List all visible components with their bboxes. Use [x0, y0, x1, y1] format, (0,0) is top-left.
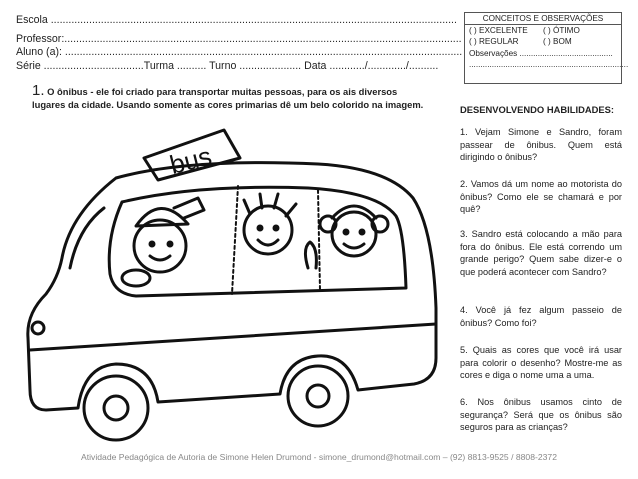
skill-question-1: 1. Vejam Simone e Sandro, foram passear de ônibus. Quem está dirigindo o ônibus?: [460, 127, 622, 163]
footer-credits: Atividade Pedagógica de Autoria de Simone Helen Drumond - simone_drumond@hotmail.com – (92) 8813-9525 / 8808-2372: [81, 452, 557, 462]
bus-coloring-image: [18, 118, 446, 448]
option-regular: ( ) REGULAR: [469, 37, 519, 47]
concepts-title: CONCEITOS E OBSERVAÇÕES: [465, 13, 621, 25]
exercise-number: 1.: [32, 82, 45, 99]
observations-dots: ......................................................................: [469, 59, 629, 69]
option-excelente: ( ) EXCELENTE: [469, 26, 528, 36]
concepts-row-2: [465, 36, 621, 47]
skill-question-2: 2. Vamos dá um nome ao motorista do ônibus? Como ele se chamará e por quê?: [460, 179, 622, 215]
skills-title: DESENVOLVENDO HABILIDADES:: [460, 104, 615, 115]
school-line: Escola ..........................................................................................................................................: [16, 14, 457, 26]
option-bom: ( ) BOM: [543, 37, 572, 47]
concepts-box: [464, 12, 629, 84]
student-line: Aluno (a): .......................................................................................................................................: [16, 46, 463, 58]
concepts-row-1: [465, 25, 621, 36]
skill-question-5: 5. Quais as cores que você irá usar para colorir o desenho? Mostre-me as cores e diga o nome uma a uma.: [460, 345, 622, 381]
bus-sign-text: bus: [166, 140, 215, 180]
skill-question-3: 3. Sandro está colocando a mão para fora do ônibus. Ele está correndo um grande perigo? Quem sabe dizer-e o que poderá acontecer com Sandro?: [460, 229, 622, 277]
skill-question-4: 4. Você já fez algum passeio de ônibus? Como foi?: [460, 305, 622, 328]
exercise-text: O ônibus - ele foi criado para transportar muitas pessoas, para os ais diversos lugares da cidade. Usando somente as cores primarias dê um belo colorido na imagem.: [32, 86, 424, 110]
teacher-line: Professor:.......................................................................................................................................: [16, 33, 462, 45]
observations-label: Observações .........................................: [469, 48, 613, 58]
exercise-1: [32, 84, 432, 111]
option-otimo: ( ) ÓTIMO: [543, 26, 580, 36]
skill-question-6: 6. Nos ônibus usamos cinto de segurança? Será que os ônibus são seguros para as crianças?: [460, 397, 622, 433]
grade-line: Série ..................................Turma .......... Turno ..................... Data ............/............./..........: [16, 60, 439, 72]
